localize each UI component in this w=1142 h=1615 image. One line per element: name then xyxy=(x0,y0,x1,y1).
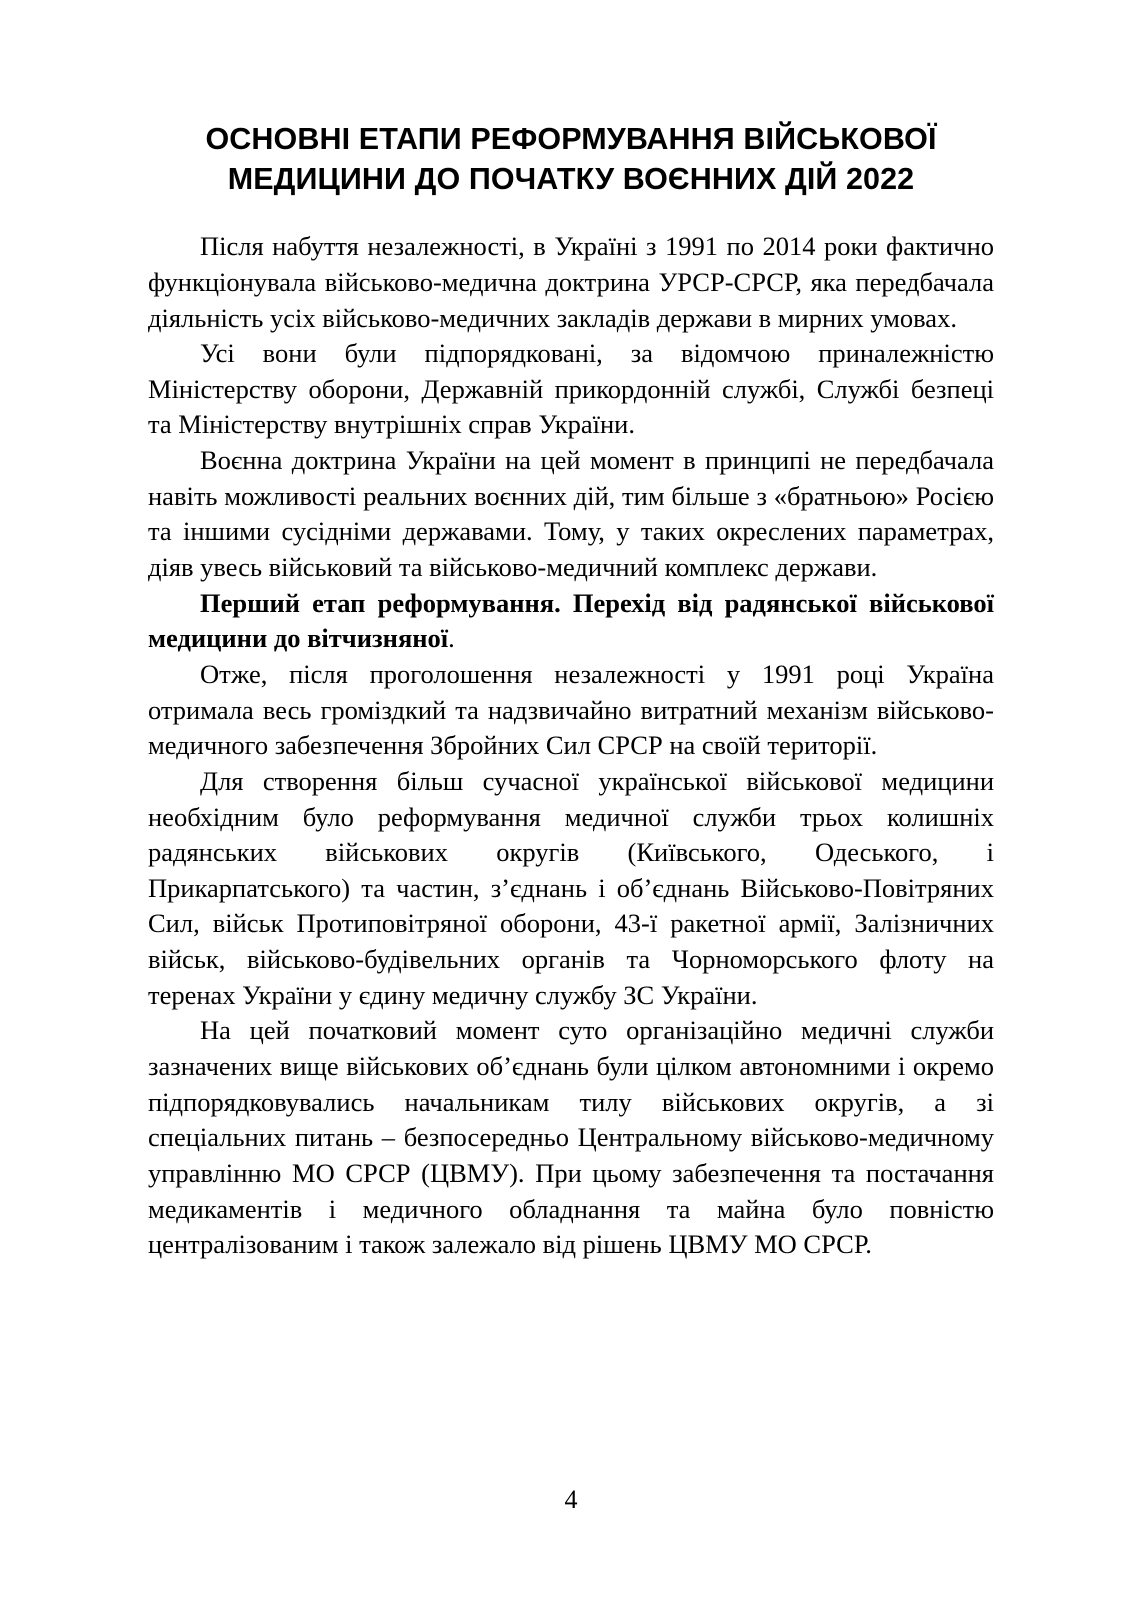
paragraph-1: Після набуття незалежності, в Україні з 1991 по 2014 роки фактично функціонувала військово-медична доктрина УРСР-СРСР, яка передбачала діяльність усіх військово-медичних закладів держави в мирних умовах. xyxy=(148,231,994,333)
stage-heading xyxy=(148,586,994,657)
paragraph-6: На цей початковий момент суто організаційно медичні служби зазначених вище військових об’єднань були цілком автономними і окремо підпорядковувались начальникам тилу військових округів, а зі спеціальних питань – безпосередньо Центральному військово-медичному управлінню МО СРСР (ЦВМУ). При цьому забезпечення та постачання медикаментів і медичного обладнання та майна було повністю централізованим і також залежало від рішень ЦВМУ МО СРСР. xyxy=(148,1015,994,1260)
page-title: ОСНОВНІ ЕТАПИ РЕФОРМУВАННЯ ВІЙСЬКОВОЇ МЕДИЦИНИ ДО ПОЧАТКУ ВОЄННИХ ДІЙ 2022 xyxy=(205,122,937,196)
paragraph-2: Усі вони були підпорядковані, за відомчою приналежністю Міністерству оборони, Державній прикордонній службі, Службі безпеці та Міністерству внутрішніх справ України. xyxy=(148,338,994,440)
document-body xyxy=(148,229,994,1263)
stage-heading-text: Перший етап реформування. Перехід від радянської військової медицини до вітчизняної xyxy=(148,587,994,654)
paragraph-4: Отже, після проголошення незалежності у 1991 році Україна отримала весь громіздкий та надзвичайно витратний механізм військово-медичного забезпечення Збройних Сил СРСР на своїй території. xyxy=(148,658,994,761)
page-number: 4 xyxy=(564,1485,578,1514)
paragraph-3: Воєнна доктрина України на цей момент в принципі не передбачала навіть можливості реальних воєнних дій, тим більше з «братньою» Росією та іншими сусідніми державами. Тому, у таких окреслених параметрах, діяв увесь військовий та військово-медичний комплекс держави. xyxy=(148,445,994,583)
paragraph-5: Для створення більш сучасної української військової медицини необхідним було реформування медичної служби трьох колишніх радянських військових округів (Київського, Одеського, і Прикарпатського) та частин, з’єднань і об’єднань Військово-Повітряних Сил, військ Протиповітряної оборони, 43-ї ракетної армії, Залізничних військ, військово-будівельних органів та Чорноморського флоту на теренах України у єдину медичну службу ЗС України. xyxy=(148,765,994,1010)
stage-heading-tail: . xyxy=(448,623,455,654)
